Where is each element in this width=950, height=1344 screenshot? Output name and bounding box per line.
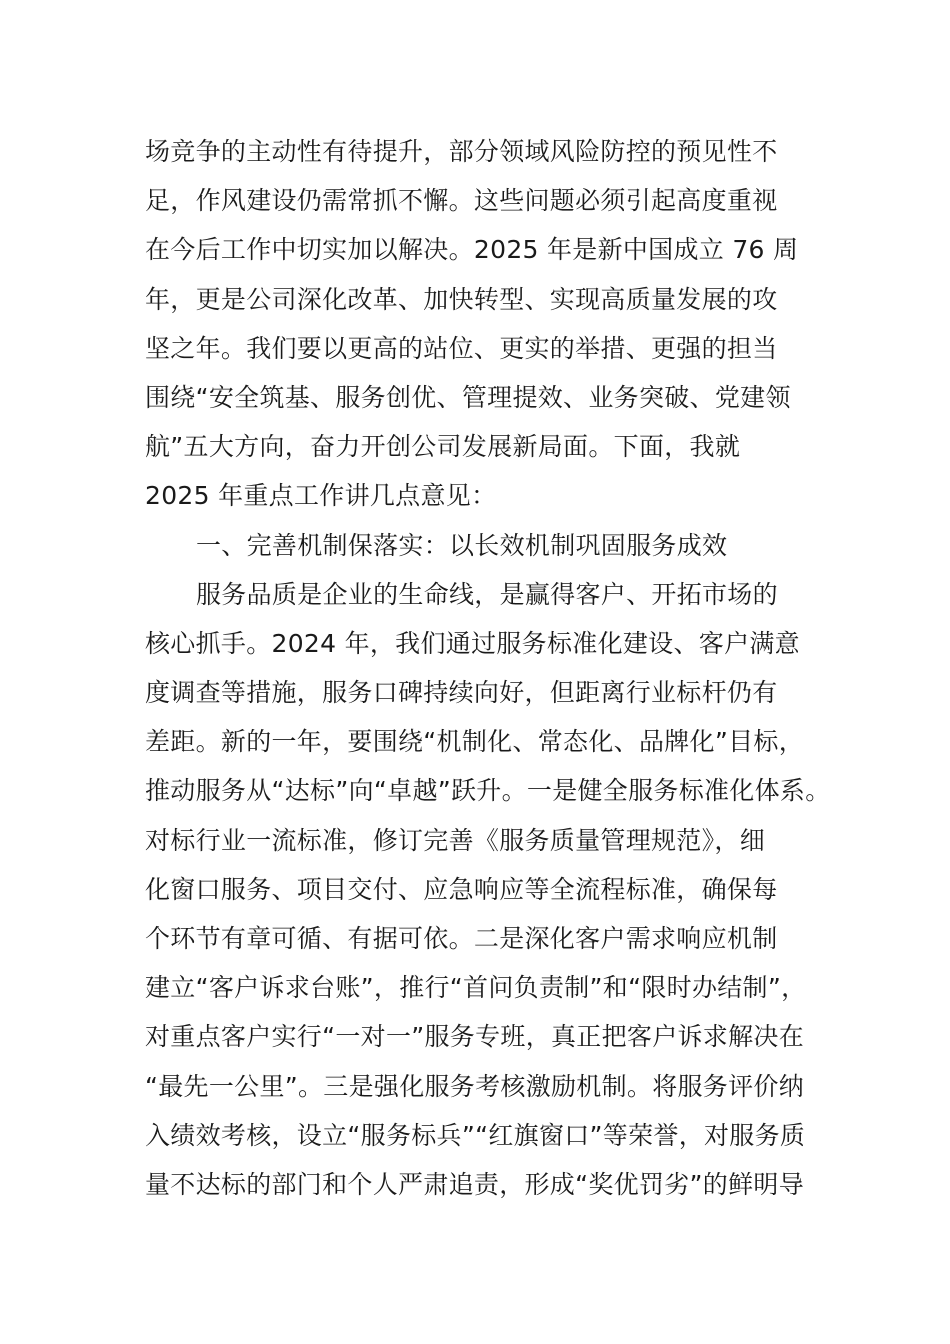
text-line: “最先一公里”。三是强化服务考核激励机制。将服务评价纳 [145,1071,805,1101]
document-body [145,127,845,1209]
text-line: 度调查等措施，服务口碑持续向好，但距离行业标杆仍有 [145,678,778,708]
text-line: 对重点客户实行“一对一”服务专班，真正把客户诉求解决在 [145,1022,805,1052]
text-line: 航”五大方向，奋力开创公司发展新局面。下面，我就 [145,432,741,462]
text-line: 对标行业一流标准，修订完善《服务质量管理规范》，细 [145,825,766,855]
text-line: 建立“客户诉求台账”，推行“首问负责制”和“限时办结制”， [145,973,807,1003]
paragraph-start-line: 服务品质是企业的生命线，是赢得客户、开拓市场的 [196,579,778,609]
text-line: 足，作风建设仍需常抓不懈。这些问题必须引起高度重视 [145,186,778,216]
text-line: 推动服务从“达标”向“卓越”跃升。一是健全服务标准化体系。 [145,776,831,806]
text-line: 入绩效考核，设立“服务标兵”“红旗窗口”等荣誉，对服务质 [145,1120,806,1150]
text-line: 2025 年重点工作讲几点意见： [145,481,497,511]
text-line: 年，更是公司深化改革、加快转型、实现高质量发展的攻 [145,284,778,314]
text-line: 量不达标的部门和个人严肃追责，形成“奖优罚劣”的鲜明导 [145,1169,805,1199]
text-line: 在今后工作中切实加以解决。2025 年是新中国成立 76 周 [145,235,799,265]
text-line: 围绕“安全筑基、服务创优、管理提效、业务突破、党建领 [145,382,791,412]
text-line: 场竞争的主动性有待提升，部分领域风险防控的预见性不 [145,137,778,166]
text-line: 核心抓手。2024 年，我们通过服务标准化建设、客户满意 [145,628,800,658]
text-line: 差距。新的一年，要围绕“机制化、常态化、品牌化”目标， [145,727,805,757]
text-line: 化窗口服务、项目交付、应急响应等全流程标准，确保每 [145,874,778,904]
text-line: 个环节有章可循、有据可依。二是深化客户需求响应机制 [145,924,778,953]
text-line: 坚之年。我们要以更高的站位、更实的举措、更强的担当 [145,333,778,363]
section-heading: 一、完善机制保落实：以长效机制巩固服务成效 [196,530,728,560]
